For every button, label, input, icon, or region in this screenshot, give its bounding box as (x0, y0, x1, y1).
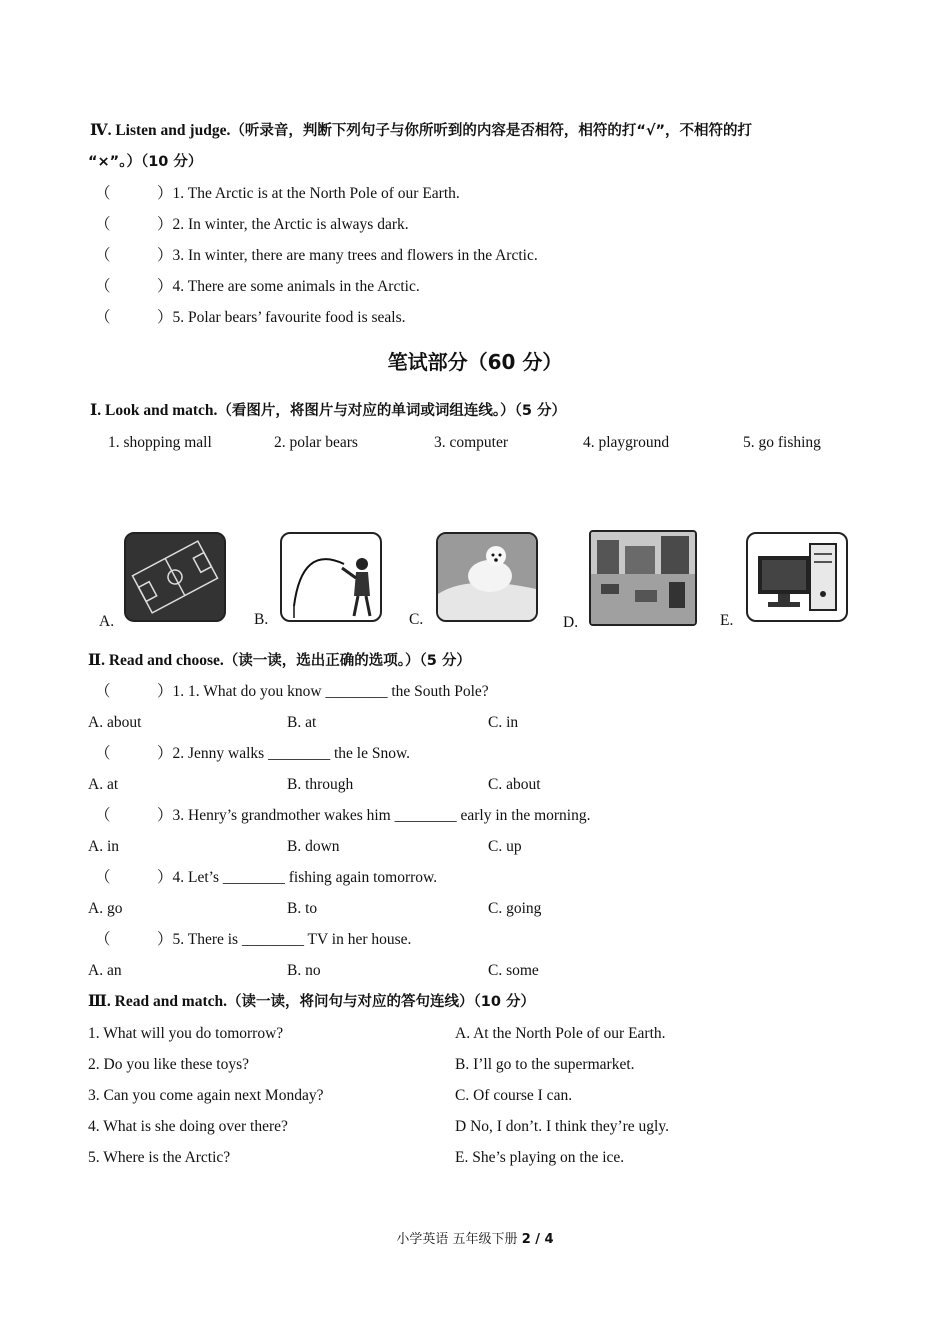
answer-blank[interactable]: （ (95, 216, 111, 233)
sectionIII-instruction: （读一读，将问句与对应的答句连线）（10 分） (227, 994, 535, 1010)
option-c[interactable]: C. about (488, 776, 541, 793)
match-word: 5. go fishing (743, 434, 821, 451)
section4-item: （ ）2. In winter, the Arctic is always dark. (95, 216, 409, 233)
option-a[interactable]: A. at (88, 776, 119, 793)
answer-blank[interactable]: （ (95, 185, 111, 202)
section4-item: （ ）1. The Arctic is at the North Pole of our Earth. (95, 185, 460, 202)
answer-blank[interactable]: （ (95, 931, 111, 948)
page-footer (0, 1228, 950, 1247)
match-word: 1. shopping mall (108, 434, 212, 451)
section4-header (90, 121, 752, 141)
option-a[interactable]: A. in (88, 838, 119, 855)
option-c[interactable]: C. some (488, 962, 539, 979)
option-b[interactable]: B. no (287, 962, 321, 979)
sectionI-header (90, 401, 566, 421)
sectionII-title: Ⅱ. Read and choose. (88, 652, 224, 669)
match-answer[interactable]: A. At the North Pole of our Earth. (455, 1025, 666, 1042)
choice-question: （ ）5. There is ________ TV in her house. (95, 931, 412, 948)
picture-letter: A. (99, 613, 115, 630)
page-number: 2 / 4 (521, 1232, 554, 1247)
option-b[interactable]: B. down (287, 838, 340, 855)
polar-bear-icon[interactable] (436, 532, 538, 622)
answer-blank[interactable]: （ (95, 278, 111, 295)
section4-title: Ⅳ. Listen and judge. (90, 122, 231, 139)
picture-letter: C. (409, 611, 424, 628)
section4-item: （ ）5. Polar bears’ favourite food is seals. (95, 309, 406, 326)
option-b[interactable]: B. to (287, 900, 318, 917)
option-a[interactable]: A. an (88, 962, 122, 979)
basketball-court-icon[interactable] (124, 532, 226, 622)
choice-question: （ ）4. Let’s ________ fishing again tomorrow. (95, 869, 438, 886)
match-word: 4. playground (583, 434, 670, 451)
choice-question: （ ）3. Henry’s grandmother wakes him ________ early in the morning. (95, 807, 591, 824)
answer-blank[interactable]: （ (95, 683, 111, 700)
match-answer[interactable]: C. Of course I can. (455, 1087, 573, 1104)
option-b[interactable]: B. at (287, 714, 317, 731)
match-answer[interactable]: D No, I don’t. I think they’re ugly. (455, 1118, 669, 1135)
choice-question: （ ）2. Jenny walks ________ the le Snow. (95, 745, 411, 762)
sectionII-header (88, 651, 471, 671)
sectionII-instruction: （读一读，选出正确的选项。）（5 分） (223, 653, 471, 669)
choice-question: （ ）1. 1. What do you know ________ the South Pole? (95, 683, 489, 700)
shopping-mall-icon[interactable] (589, 530, 697, 626)
option-c[interactable]: C. up (488, 838, 522, 855)
section4-instruction-1: （听录音，判断下列句子与你所听到的内容是否相符，相符的打“√”，不相符的打 (230, 123, 753, 139)
computer-icon[interactable] (746, 532, 848, 622)
answer-blank[interactable]: （ (95, 869, 111, 886)
answer-blank[interactable]: （ (95, 309, 111, 326)
match-question[interactable]: 1. What will you do tomorrow? (88, 1025, 284, 1042)
sectionIII-header (88, 992, 535, 1012)
match-answer[interactable]: B. I’ll go to the supermarket. (455, 1056, 635, 1073)
option-c[interactable]: C. in (488, 714, 519, 731)
sectionIII-title: Ⅲ. Read and match. (88, 993, 228, 1010)
picture-letter: B. (254, 611, 269, 628)
option-b[interactable]: B. through (287, 776, 354, 793)
match-word: 3. computer (434, 434, 509, 451)
section4-item: （ ）3. In winter, there are many trees and flowers in the Arctic. (95, 247, 538, 264)
option-c[interactable]: C. going (488, 900, 542, 917)
match-question[interactable]: 4. What is she doing over there? (88, 1118, 288, 1135)
match-answer[interactable]: E. She’s playing on the ice. (455, 1149, 625, 1166)
option-a[interactable]: A. about (88, 714, 142, 731)
footer-text: 小学英语 五年级下册 (396, 1232, 522, 1247)
written-part-heading: 笔试部分（60 分） (387, 350, 563, 374)
option-a[interactable]: A. go (88, 900, 123, 917)
answer-blank[interactable]: （ (95, 745, 111, 762)
fishing-person-icon[interactable] (280, 532, 382, 622)
match-question[interactable]: 2. Do you like these toys? (88, 1056, 250, 1073)
section4-item: （ ）4. There are some animals in the Arctic. (95, 278, 420, 295)
answer-blank[interactable]: （ (95, 807, 111, 824)
match-word: 2. polar bears (274, 434, 358, 451)
match-question[interactable]: 3. Can you come again next Monday? (88, 1087, 324, 1104)
match-question[interactable]: 5. Where is the Arctic? (88, 1149, 231, 1166)
answer-blank[interactable]: （ (95, 247, 111, 264)
sectionI-instruction: （看图片，将图片与对应的单词或词组连线。）（5 分） (217, 403, 567, 419)
picture-letter: E. (720, 612, 734, 629)
sectionI-title: Ⅰ. Look and match. (90, 402, 218, 419)
section4-instruction-2: “×”。）（10 分） (88, 154, 203, 170)
picture-letter: D. (563, 614, 579, 631)
